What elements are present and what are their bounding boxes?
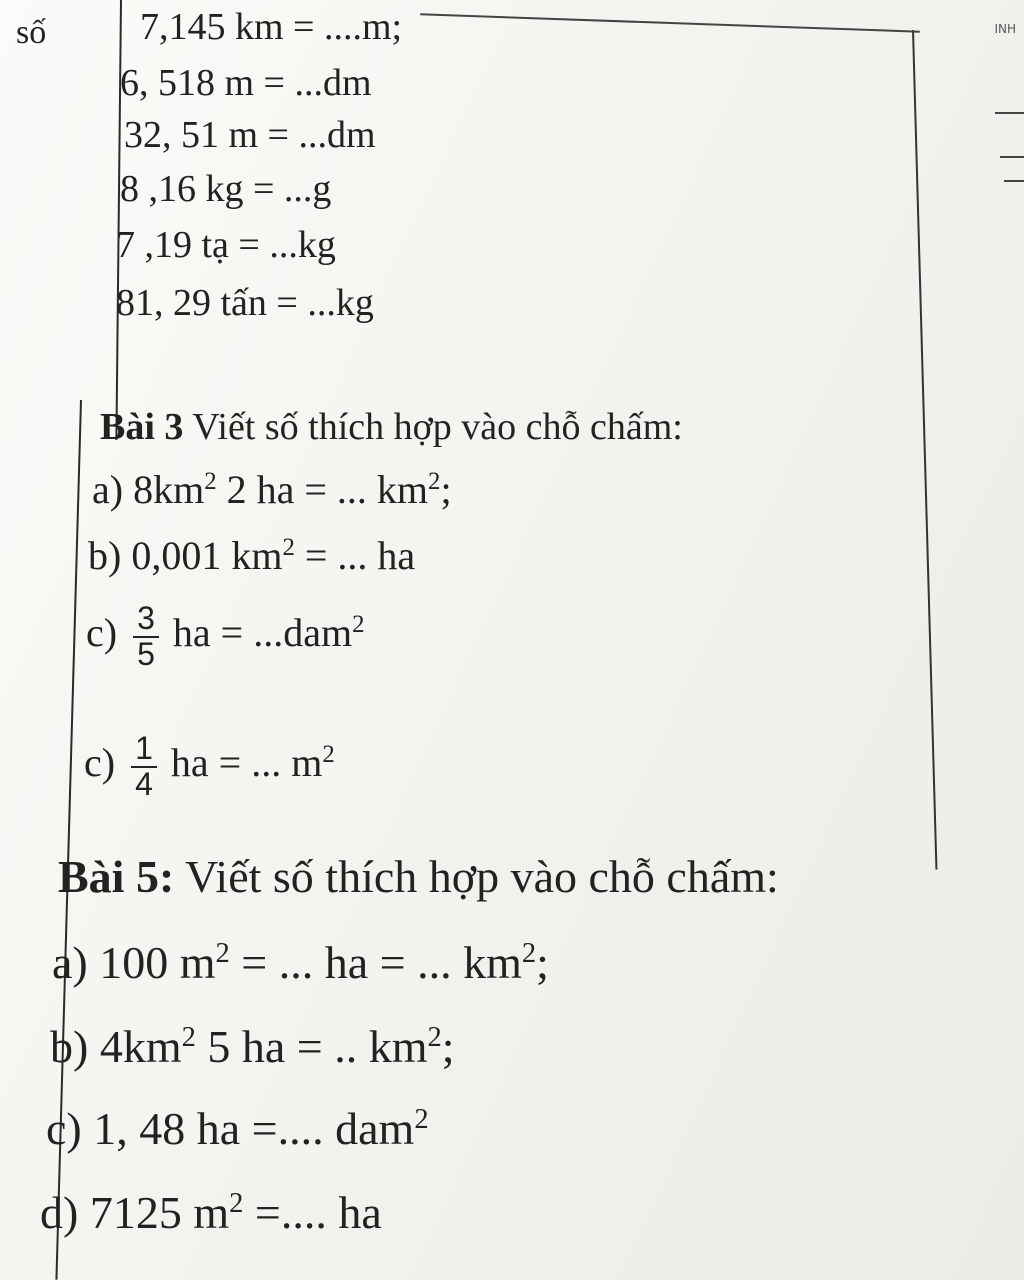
item-left: 100 m xyxy=(99,937,216,988)
conversion-line-2: 6, 518 m = ...dm xyxy=(120,62,372,104)
item-left: 1, 48 ha =.... dam xyxy=(93,1103,415,1154)
conversion-line-3: 32, 51 m = ...dm xyxy=(124,114,376,156)
item-left: 0,001 km xyxy=(131,533,283,578)
conversion-line-1: 7,145 km = ....m; xyxy=(140,6,403,48)
item-mid: ha = ... m xyxy=(170,739,323,785)
item-end: ; xyxy=(536,937,549,988)
item-exponent-2: 2 xyxy=(427,1022,442,1054)
bai5-title xyxy=(58,851,779,902)
item-end: ; xyxy=(440,467,452,512)
bai3-item-c1 xyxy=(86,602,364,671)
bai3-title xyxy=(100,408,683,446)
bai3-item-c2 xyxy=(84,732,335,801)
bai3-title-rest: Viết số thích hợp vào chỗ chấm: xyxy=(183,406,683,448)
item-mid: = ... ha = ... km xyxy=(229,937,522,988)
item-end: ; xyxy=(441,1021,455,1072)
item-label: b) xyxy=(50,1021,89,1072)
bai5-item-c xyxy=(46,1103,429,1154)
fraction-numerator: 1 xyxy=(131,732,157,768)
item-exponent: 2 xyxy=(229,1188,244,1220)
item-mid: 2 ha = ... km xyxy=(216,467,429,512)
conversion-line-4: 8 ,16 kg = ...g xyxy=(120,168,332,210)
item-exponent: 2 xyxy=(215,938,230,970)
item-label: c) xyxy=(84,739,116,785)
item-end: = ... ha xyxy=(294,533,416,578)
bai5-title-rest: Viết số thích hợp vào chỗ chấm: xyxy=(174,851,779,902)
fraction-denominator: 5 xyxy=(137,635,155,672)
bai5-item-a xyxy=(52,937,549,988)
item-label: a) xyxy=(92,467,124,512)
bai3-item-b xyxy=(88,533,416,578)
right-edge-line-2 xyxy=(1000,156,1024,158)
bai5-item-d xyxy=(40,1187,382,1238)
conversion-line-6: 81, 29 tấn = ...kg xyxy=(116,282,374,324)
corner-mark: INH xyxy=(994,22,1016,36)
right-edge-line-3 xyxy=(1004,180,1024,182)
item-exponent: 2 xyxy=(352,611,365,639)
right-edge-line-1 xyxy=(995,112,1024,114)
left-label: số xyxy=(16,14,47,51)
item-left: 4km xyxy=(99,1021,182,1072)
item-exponent: 2 xyxy=(282,534,295,562)
item-mid: 5 ha = .. km xyxy=(195,1021,428,1072)
fraction xyxy=(131,732,157,801)
bai5-item-b xyxy=(50,1021,455,1072)
fraction-numerator: 3 xyxy=(133,602,159,638)
item-mid: ha = ...dam xyxy=(172,609,353,655)
item-label: c) xyxy=(46,1103,82,1154)
item-exponent: 2 xyxy=(204,468,217,496)
item-label: a) xyxy=(52,937,88,988)
item-left: 8km xyxy=(133,467,205,512)
item-exponent-2: 2 xyxy=(521,938,537,970)
fraction xyxy=(133,602,159,671)
fraction-denominator: 4 xyxy=(135,765,153,802)
conversion-line-5: 7 ,19 tạ = ...kg xyxy=(116,224,336,266)
item-left: 7125 m xyxy=(89,1187,230,1238)
bai3-title-prefix: Bài 3 xyxy=(100,406,184,448)
bai5-title-prefix: Bài 5: xyxy=(58,851,175,902)
item-exponent: 2 xyxy=(181,1022,196,1054)
item-exponent: 2 xyxy=(322,741,335,769)
bai3-item-a xyxy=(92,467,452,512)
item-label: d) xyxy=(40,1187,79,1238)
item-exponent-2: 2 xyxy=(428,468,441,496)
item-label: c) xyxy=(86,609,118,655)
item-exponent: 2 xyxy=(414,1104,429,1136)
item-end: =.... ha xyxy=(243,1187,382,1238)
item-label: b) xyxy=(88,533,122,578)
